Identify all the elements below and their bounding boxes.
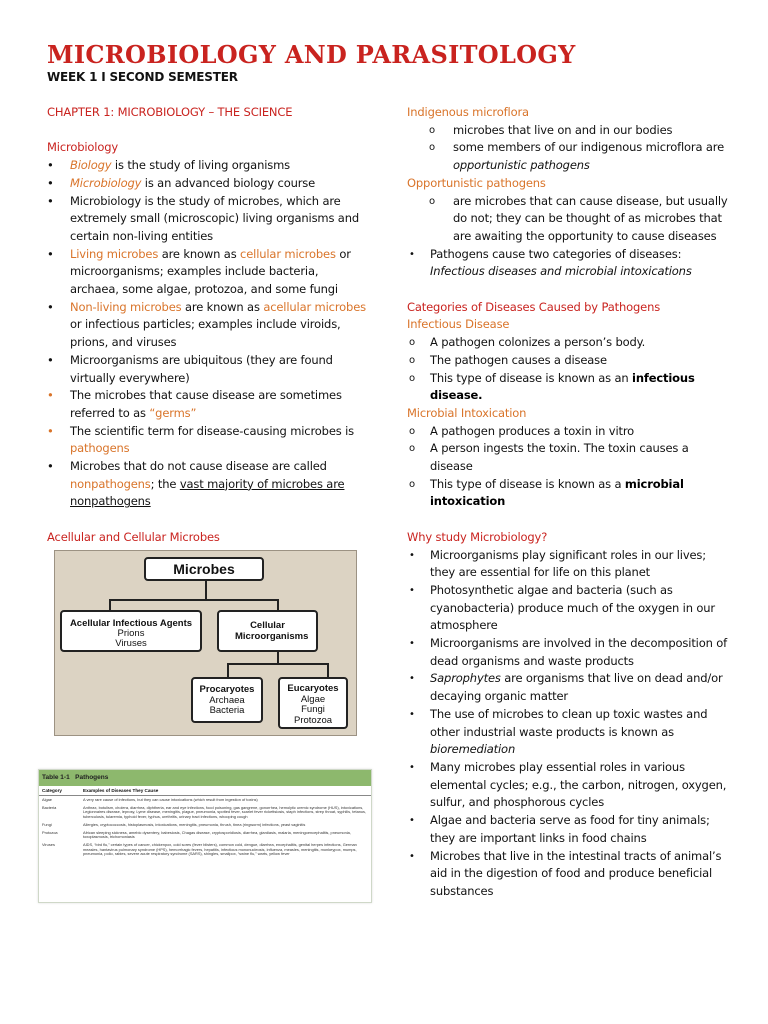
- list-item: • Microbes that do not cause disease are called nonpathogens; the vast majority of microbes are nonpathogens: [47, 458, 367, 511]
- list-item: o A person ingests the toxin. The toxin causes a disease: [407, 440, 732, 475]
- table-caption: Table 1-1 Pathogens: [39, 770, 371, 786]
- table-row: Bacteria Anthrax, botulism, cholera, diarrhea, diphtheria, ear and eye infections, food poisoning, gas gangrene, gonorrhea, hemolytic uremic syndrome (HUS), intoxications, Legionnaires disease, leprosy, Lyme disease, meningitis, plague, pneumonia, spotted fever, scarlet fever rickettsiosis, staph infections, strep throat, syphilis, tetanus, tuberculosis, tularemia, typhoid fever, typhus, urethritis, urinary tract infections, whooping cough: [42, 804, 367, 820]
- heading-opportunistic-pathogens: Opportunistic pathogens: [407, 175, 546, 190]
- list-item: • Many microbes play essential roles in various elemental cycles; e.g., the carbon, nitrogen, oxygen, sulfur, and phosphorous cycles: [407, 759, 732, 812]
- list-item: • The use of microbes to clean up toxic wastes and other industrial waste products is known as bioremediation: [407, 706, 732, 759]
- list-item: o microbes that live on and in our bodies: [407, 122, 732, 140]
- list-item: o are microbes that can cause disease, but usually do not; they can be thought of as microbes that are awaiting the opportunity to cause diseases: [407, 193, 732, 246]
- chapter-heading: CHAPTER 1: MICROBIOLOGY – THE SCIENCE: [47, 105, 293, 119]
- list-item: • Microbiology is an advanced biology course: [47, 175, 367, 193]
- left-column: [47, 104, 367, 547]
- list-item: o A pathogen colonizes a person’s body.: [407, 334, 732, 352]
- list-item: • The scientific term for disease-causing microbes is pathogens: [47, 423, 367, 458]
- pathogens-table: [38, 769, 372, 903]
- table-row: Protozoa African sleeping sickness, amebic dysentery, babesiosis, Chagas disease, cryptosporidiosis, diarrhea, giardiasis, malaria, meningoencephalitis, pneumonia, toxoplasmosis, trichomoniasis: [42, 829, 351, 840]
- page-subtitle: WEEK 1 I SECOND SEMESTER: [47, 70, 238, 84]
- heading-why-study: Why study Microbiology?: [407, 529, 548, 544]
- list-item: • The microbes that cause disease are sometimes referred to as “germs”: [47, 387, 367, 422]
- list-item: • Living microbes are known as cellular microbes or microorganisms; examples include bacteria, archaea, some algae, protozoa, and some fungi: [47, 246, 367, 299]
- list-item: • Biology is the study of living organisms: [47, 157, 367, 175]
- diagram-eucaryotes-box: Eucaryotes Algae Fungi Protozoa: [278, 677, 348, 729]
- table-row: Algae A very rare cause of infections, but they can cause intoxications (which result from ingestion of toxins): [42, 797, 258, 802]
- list-item: o This type of disease is known as an infectious disease.: [407, 370, 732, 405]
- list-item: • Non-living microbes are known as acellular microbes or infectious particles; examples include viroids, prions, and viruses: [47, 299, 367, 352]
- list-item: • Microbes that live in the intestinal tracts of animal’s aid in the digestion of food and produce beneficial substances: [407, 848, 732, 901]
- list-item: o some members of our indigenous microflora are opportunistic pathogens: [407, 139, 732, 174]
- heading-microbial-intoxication: Microbial Intoxication: [407, 405, 527, 420]
- table-header: Category Examples of Diseases They Cause: [39, 786, 371, 796]
- list-item: o The pathogen causes a disease: [407, 352, 732, 370]
- diagram-procaryotes-box: Procaryotes Archaea Bacteria: [191, 677, 263, 723]
- list-item: • Saprophytes are organisms that live on dead and/or decaying organic matter: [407, 670, 732, 705]
- list-item: • Algae and bacteria serve as food for tiny animals; they are important links in food chains: [407, 812, 732, 847]
- table-row: Viruses AIDS, “bird flu,” certain types of cancer, chickenpox, cold sores (fever blisters), common cold, dengue, diarrhea, encephalitis, genital herpes infections, German measles, hantavirus pulmonary syndrome (HPS), hemorrhagic fevers, hepatitis, infectious mononucleosis, influenza, measles, meningitis, monkeypox, mumps, pneumonia, polio, rabies, severe acute respiratory syndrome (SARS), shingles, smallpox, “swine flu,” warts, yellow fever: [42, 841, 357, 857]
- list-item: • Microorganisms play significant roles in our lives; they are essential for life on this planet: [407, 547, 732, 582]
- list-item: • Pathogens cause two categories of diseases: Infectious diseases and microbial intoxications: [407, 246, 732, 281]
- diagram-cellular-box: Cellular Microorganisms: [217, 610, 318, 652]
- section-heading-microbiology: Microbiology: [47, 140, 119, 155]
- diagram-acellular-box: Acellular Infectious Agents Prions Viruses: [60, 610, 202, 652]
- heading-indigenous-microflora: Indigenous microflora: [407, 105, 529, 119]
- page-title: MICROBIOLOGY AND PARASITOLOGY: [47, 40, 576, 69]
- list-item: • Microbiology is the study of microbes, which are extremely small (microscopic) living organisms and certain non-living entities: [47, 193, 367, 246]
- right-column: [407, 104, 732, 901]
- diagram-root-microbes: Microbes: [144, 557, 264, 581]
- heading-infectious-disease: Infectious Disease: [407, 317, 510, 332]
- heading-categories: Categories of Diseases Caused by Pathogens: [407, 299, 661, 314]
- list-item: o A pathogen produces a toxin in vitro: [407, 423, 732, 441]
- list-item: • Photosynthetic algae and bacteria (such as cyanobacteria) produce much of the oxygen in our atmosphere: [407, 582, 732, 635]
- section-heading-acellular-cellular: Acellular and Cellular Microbes: [47, 529, 220, 544]
- table-row: Fungi Allergies, cryptococcosis, histoplasmosis, intoxications, meningitis, pneumonia, thrush, tinea (ringworm) infections, yeast vaginitis: [42, 821, 306, 827]
- microbes-diagram: [54, 550, 357, 736]
- list-item: • Microorganisms are involved in the decomposition of dead organisms and waste products: [407, 635, 732, 670]
- list-item: • Microorganisms are ubiquitous (they are found virtually everywhere): [47, 352, 367, 387]
- list-item: o This type of disease is known as a microbial intoxication: [407, 476, 732, 511]
